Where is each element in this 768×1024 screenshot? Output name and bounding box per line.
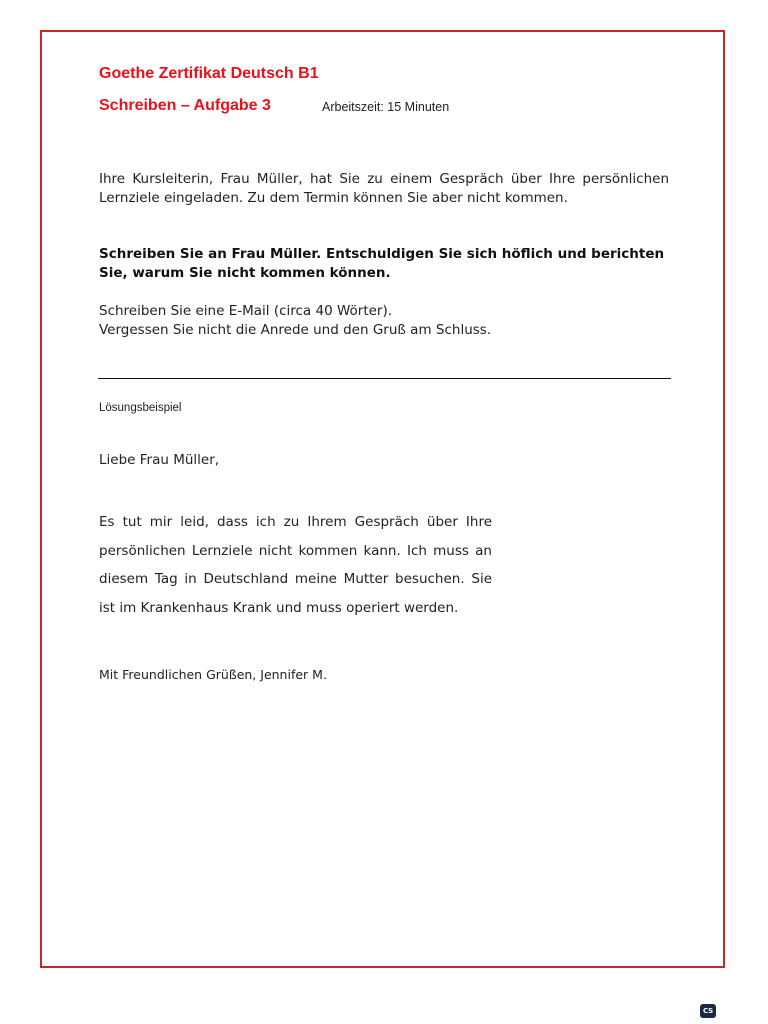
work-time: Arbeitszeit: 15 Minuten bbox=[322, 100, 450, 114]
camscanner-logo-icon: CS bbox=[700, 1004, 716, 1018]
divider bbox=[98, 378, 671, 379]
task-instruction: Schreiben Sie an Frau Müller. Entschuldigen Sie sich höflich und berichten Sie, warum Sie nicht kommen können. bbox=[99, 246, 665, 281]
hint-line-1: Schreiben Sie eine E-Mail (circa 40 Wörter). bbox=[99, 303, 393, 319]
letter-body: Es tut mir leid, dass ich zu Ihrem Gespräch über Ihre persönlichen Lernziele nicht kommen kann. Ich muss an diesem Tag in Deutschland meine Mutter besuchen. Sie ist im Krankenhaus Krank und muss operiert werden. bbox=[99, 514, 492, 616]
exam-title: Goethe Zertifikat Deutsch B1 bbox=[99, 65, 319, 82]
task-situation: Ihre Kursleiterin, Frau Müller, hat Sie zu einem Gespräch über Ihre persönlichen Lernziele eingeladen. Zu dem Termin können Sie aber nicht kommen. bbox=[99, 171, 669, 206]
letter-closing: Mit Freundlichen Grüßen, Jennifer M. bbox=[99, 667, 327, 682]
solution-label: Lösungsbeispiel bbox=[99, 402, 182, 414]
hint-line-2: Vergessen Sie nicht die Anrede und den Gruß am Schluss. bbox=[99, 322, 492, 338]
letter-greeting: Liebe Frau Müller, bbox=[99, 452, 220, 468]
task-title: Schreiben – Aufgabe 3 bbox=[99, 97, 271, 114]
task-hints bbox=[99, 302, 671, 340]
